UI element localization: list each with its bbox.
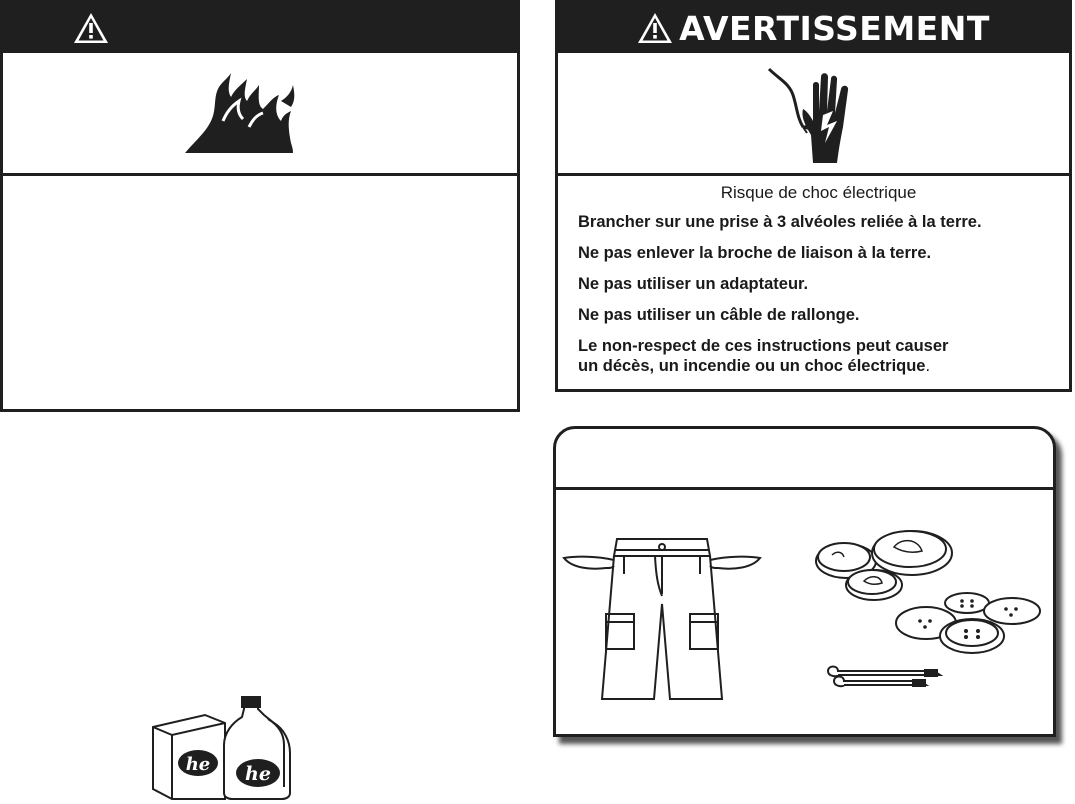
consequence-text [578,336,1059,376]
box-he-label: he [185,754,211,775]
instruction-line: Ne pas utiliser un adaptateur. [578,275,809,293]
risk-title: Risque de choc électrique [720,183,917,202]
illustration-row [558,53,1069,176]
fire-icon [183,71,301,155]
empty-pockets-panel [553,426,1056,737]
warning-header [558,3,1069,53]
electric-shock-hand-icon [763,65,853,165]
empty-pockets-pants-icon [562,534,762,704]
warning-panel-fire [0,0,520,412]
safety-pins-icon [824,661,944,691]
divider [556,487,1053,490]
instruction-line: Ne pas utiliser un câble de rallonge. [578,306,860,324]
he-detergent-icon [150,693,300,801]
warning-triangle-icon [73,12,109,44]
warning-header [3,3,517,53]
bottle-he-label: he [245,763,271,785]
warning-title: AVERTISSEMENT [679,8,990,48]
instruction-line: Ne pas enlever la broche de liaison à la terre. [578,244,932,262]
consequence-line-2-text: un décès, un incendie ou un choc électrique [578,357,926,375]
warning-triangle-icon [637,12,673,44]
illustration-row [3,53,517,176]
warning-instructions [578,183,1059,376]
consequence-line-2: un décès, un incendie ou un choc électrique. [578,357,931,375]
consequence-line-1: Le non-respect de ces instructions peut causer [578,337,949,355]
warning-panel-shock [555,0,1072,392]
instruction-line: Brancher sur une prise à 3 alvéoles reliée à la terre. [578,213,982,231]
buttons-icon [892,591,1062,671]
